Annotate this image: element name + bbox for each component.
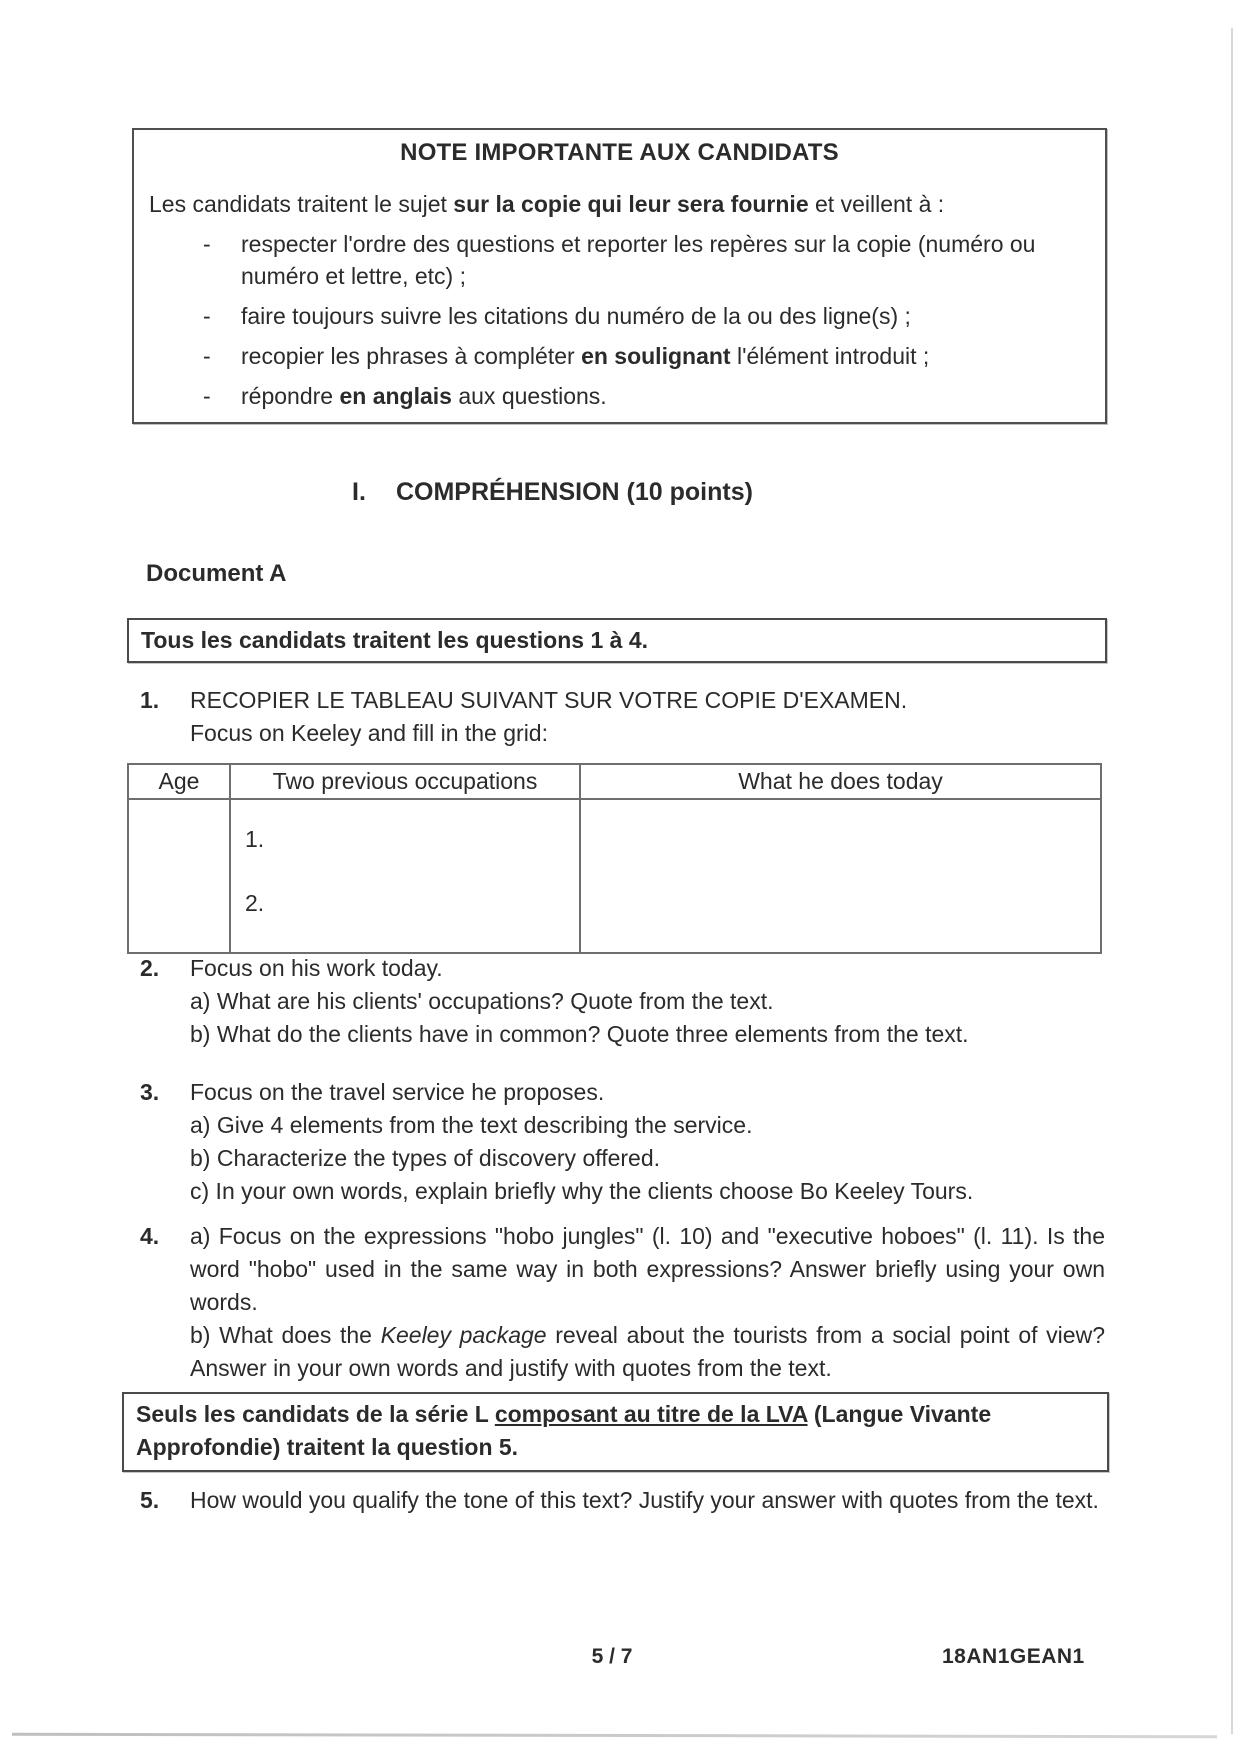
dash-bullet-icon: - <box>203 343 211 369</box>
dash-bullet-icon: - <box>203 231 211 257</box>
question-paragraph-b: b) What does the Keeley package reveal about the tourists from a social point of view? Answer in your own words and justify with quotes from the text. <box>190 1322 1105 1381</box>
table-header-age: Age <box>128 764 230 799</box>
question-number: 2. <box>140 955 160 981</box>
question-3 <box>140 1076 1120 1208</box>
dash-bullet-icon: - <box>203 303 211 329</box>
question-paragraph-a: a) Focus on the expressions "hobo jungles" (l. 10) and "executive hoboes" (l. 11). Is the word "hobo" used in the same way in both expressions? Answer briefly using your own words. <box>190 1223 1105 1315</box>
table-header-what-he-does-today: What he does today <box>580 764 1101 799</box>
note-item-line: recopier les phrases à compléter en soulignant l'élément introduit ; <box>241 343 930 369</box>
note-item-line: faire toujours suivre les citations du numéro de la ou des ligne(s) ; <box>241 303 911 329</box>
note-importante-box <box>132 128 1107 424</box>
question-line: c) In your own words, explain briefly why the clients choose Bo Keeley Tours. <box>190 1178 974 1204</box>
note-item-line: numéro et lettre, etc) ; <box>241 263 466 289</box>
question-line: b) Characterize the types of discovery offered. <box>190 1145 661 1171</box>
question-number: 3. <box>140 1079 160 1105</box>
table-row <box>128 799 1101 953</box>
note-item <box>149 340 1090 372</box>
question-number: 1. <box>140 687 160 713</box>
note-item-line: respecter l'ordre des questions et reporter les repères sur la copie (numéro ou <box>241 231 1036 257</box>
note-intro: Les candidats traitent le sujet sur la copie qui leur sera fournie et veillent à : <box>149 191 945 217</box>
section-title: COMPRÉHENSION (10 points) <box>395 478 753 506</box>
section-numeral: I. <box>352 478 366 506</box>
banner-lva-line: Seuls les candidats de la série L composant au titre de la LVA (Langue Vivante <box>136 1401 992 1427</box>
note-item-line: répondre en anglais aux questions. <box>241 383 607 409</box>
cell-entry-2: 2. <box>245 890 265 916</box>
note-item <box>149 300 1090 332</box>
question-line: Focus on Keeley and fill in the grid: <box>190 720 548 746</box>
question-line: a) Give 4 elements from the text describing the service. <box>190 1112 753 1138</box>
dash-bullet-icon: - <box>203 383 211 409</box>
question-line: RECOPIER LE TABLEAU SUIVANT SUR VOTRE COPIE D'EXAMEN. <box>190 687 908 713</box>
question-2 <box>140 952 1120 1051</box>
note-items <box>149 228 1090 412</box>
question-number: 5. <box>140 1487 160 1513</box>
scan-line-bottom <box>12 1733 1217 1739</box>
table-cell-what-he-does-today <box>580 799 1101 953</box>
question-1 <box>140 684 1100 750</box>
question-4 <box>140 1220 1105 1385</box>
comprehension-grid-table <box>127 763 1102 954</box>
table-header-previous-occupations: Two previous occupations <box>230 764 580 799</box>
document-a-label: Document A <box>146 560 287 587</box>
scan-line-right <box>1231 28 1233 1734</box>
question-line: b) What do the clients have in common? Quote three elements from the text. <box>190 1021 969 1047</box>
table-header-row <box>128 764 1101 799</box>
question-5 <box>140 1484 1115 1517</box>
question-line: a) What are his clients' occupations? Quote from the text. <box>190 988 774 1014</box>
question-number: 4. <box>140 1223 160 1249</box>
table-cell-age <box>128 799 230 953</box>
note-item <box>149 380 1090 412</box>
cell-entry-1: 1. <box>245 826 265 852</box>
section-heading <box>0 478 1105 506</box>
banner-all-candidates: Tous les candidats traitent les questions 1 à 4. <box>127 618 1107 663</box>
table-cell-previous-occupations <box>230 799 580 953</box>
question-line: How would you qualify the tone of this text? Justify your answer with quotes from the text. <box>190 1487 1099 1513</box>
note-title: NOTE IMPORTANTE AUX CANDIDATS <box>400 139 839 166</box>
banner-lva-line: Approfondie) traitent la question 5. <box>136 1434 519 1460</box>
note-item <box>149 228 1090 292</box>
question-line: Focus on his work today. <box>190 955 443 981</box>
footer-doc-code: 18AN1GEAN1 <box>942 1645 1085 1668</box>
banner-lva-candidates <box>122 1392 1109 1472</box>
footer-page-number: 5 / 7 <box>591 1645 633 1668</box>
question-line: Focus on the travel service he proposes. <box>190 1079 605 1105</box>
